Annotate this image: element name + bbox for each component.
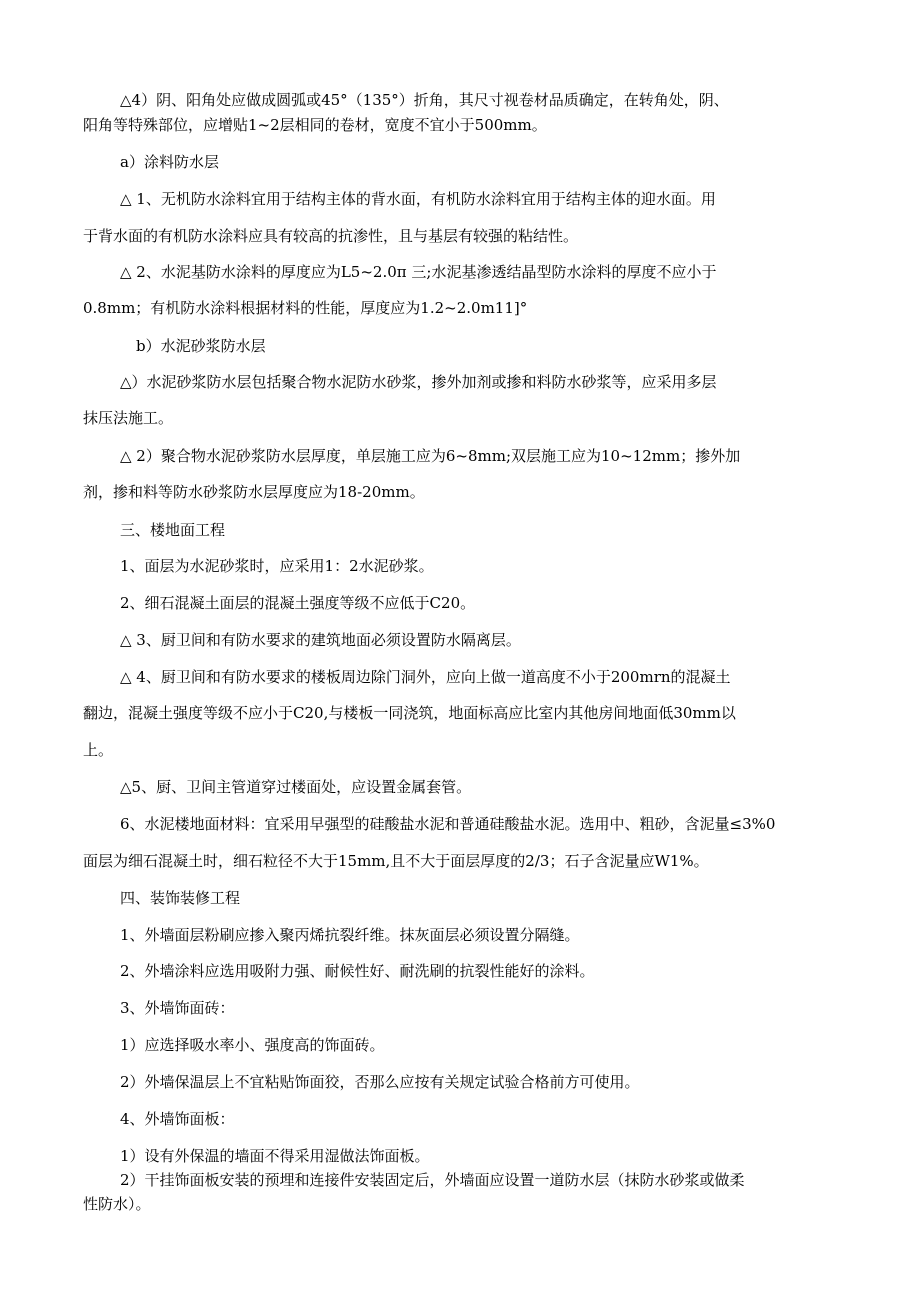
paragraph-line: 于背水面的有机防水涂料应具有较高的抗渗性，且与基层有较强的粘结性。 (83, 227, 579, 245)
paragraph-line: 剂，掺和料等防水砂浆防水层厚度应为18-20mm。 (83, 483, 425, 501)
paragraph-line: 4、外墙饰面板： (120, 1110, 235, 1128)
paragraph-line: 2、细石混凝土面层的混凝土强度等级不应低于C20。 (120, 594, 476, 612)
paragraph-line: 3、外墙饰面砖： (120, 999, 235, 1017)
paragraph-line: 上。 (83, 741, 114, 759)
paragraph-line: 6、水泥楼地面材料：宜采用早强型的硅酸盐水泥和普通硅酸盐水泥。选用中、粗砂，含泥量≤3%0 (120, 815, 776, 833)
paragraph-line: 1）设有外保温的墙面不得采用湿做法饰面板。 (120, 1147, 430, 1165)
paragraph-line: △5、厨、卫间主管道穿过楼面处，应设置金属套管。 (120, 778, 472, 796)
section-heading: a）涂料防水层 (120, 153, 219, 171)
paragraph-line: 0.8mm；有机防水涂料根据材料的性能，厚度应为1.2~2.0m11]° (83, 299, 528, 317)
paragraph-line: 1、外墙面层粉刷应掺入聚丙烯抗裂纤维。抹灰面层必须设置分隔缝。 (120, 926, 580, 944)
paragraph-line: △ 4、厨卫间和有防水要求的楼板周边除门洞外，应向上做一道高度不小于200mrn的混凝土 (120, 668, 731, 686)
paragraph-line: 2、外墙涂料应选用吸附力强、耐候性好、耐洗刷的抗裂性能好的涂料。 (120, 962, 595, 980)
paragraph-line: △ 2、水泥基防水涂料的厚度应为L5~2.0π 三;水泥基渗透结晶型防水涂料的厚度不应小于 (120, 263, 717, 281)
paragraph-line: 阳角等特殊部位，应增贴1~2层相同的卷材，宽度不宜小于500mm。 (83, 116, 547, 134)
paragraph-line: 1）应选择吸水率小、强度高的饰面砖。 (120, 1036, 385, 1054)
paragraph-line: △）水泥砂浆防水层包括聚合物水泥防水砂浆，掺外加剂或掺和料防水砂浆等，应采用多层 (120, 373, 717, 391)
section-heading: b）水泥砂浆防水层 (136, 337, 266, 355)
paragraph-line: 性防水）。 (83, 1195, 151, 1213)
paragraph-line: △ 3、厨卫间和有防水要求的建筑地面必须设置防水隔离层。 (120, 631, 521, 649)
section-heading: 三、楼地面工程 (120, 521, 226, 539)
paragraph-line: 2）干挂饰面板安装的预埋和连接件安装固定后，外墙面应设置一道防水层（抹防水砂浆或做柔 (120, 1171, 745, 1189)
paragraph-line: 面层为细石混凝土时，细石粒径不大于15mm,且不大于面层厚度的2/3；石子含泥量应W1%。 (83, 852, 709, 870)
paragraph-line: 翻边，混凝土强度等级不应小于C20,与楼板一同浇筑，地面标高应比室内其他房间地面低30mm以 (83, 704, 736, 722)
paragraph-line: 2）外墙保温层上不宜粘贴饰面狡，否那么应按有关规定试验合格前方可使用。 (120, 1073, 640, 1091)
section-heading: 四、装饰装修工程 (120, 889, 241, 907)
paragraph-line: △ 2）聚合物水泥砂浆防水层厚度，单层施工应为6~8mm;双层施工应为10~12mm；掺外加 (120, 447, 741, 465)
paragraph-line: 1、面层为水泥砂浆时，应采用1：2水泥砂浆。 (120, 557, 434, 575)
paragraph-line: 抹压法施工。 (83, 409, 174, 427)
paragraph-line: △4）阴、阳角处应做成圆弧或45°（135°）折角，其尺寸视卷材品质确定，在转角处，阴、 (120, 91, 729, 109)
paragraph-line: △ 1、无机防水涂料宜用于结构主体的背水面，有机防水涂料宜用于结构主体的迎水面。用 (120, 190, 716, 208)
